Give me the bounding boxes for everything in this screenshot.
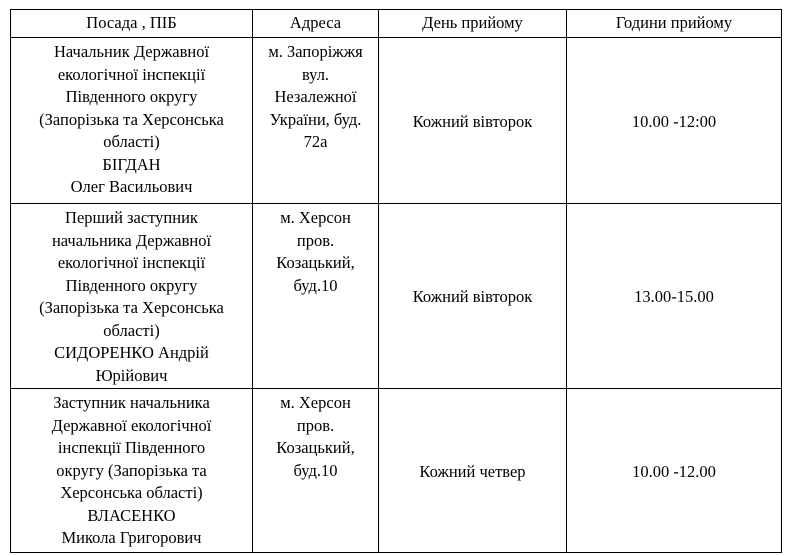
address-cell bbox=[253, 389, 379, 553]
position-line: Перший заступник bbox=[65, 208, 198, 227]
position-line: БІГДАН bbox=[102, 154, 161, 174]
address-line: 72а bbox=[303, 132, 328, 151]
reception-day-cell: Кожний вівторок bbox=[379, 38, 567, 204]
table-header-row bbox=[11, 10, 782, 38]
position-line: Юрійович bbox=[95, 365, 168, 385]
position-line: Микола Григорович bbox=[61, 528, 202, 547]
position-line: Олег Васильович bbox=[70, 177, 193, 196]
address-line: пров. bbox=[296, 230, 335, 250]
position-cell bbox=[11, 204, 253, 389]
address-cell bbox=[253, 204, 379, 389]
address-cell bbox=[253, 38, 379, 204]
address-line: м. Херсон bbox=[280, 393, 351, 412]
position-line: Державної екологічної bbox=[51, 415, 212, 435]
position-line: (Запорізька та Херсонська bbox=[39, 298, 224, 317]
position-line: Херсонська області) bbox=[60, 483, 203, 502]
address-line: вул. bbox=[301, 64, 330, 84]
position-line: Південного округу bbox=[65, 87, 198, 106]
reception-hours-cell: 10.00 -12:00 bbox=[567, 38, 782, 204]
reception-schedule-table bbox=[10, 9, 782, 553]
reception-hours-cell: 13.00-15.00 bbox=[567, 204, 782, 389]
header-reception-day: День прийому bbox=[379, 10, 567, 38]
header-reception-hours: Години прийому bbox=[567, 10, 782, 38]
position-line: Начальник Державної bbox=[53, 42, 210, 61]
position-cell bbox=[11, 389, 253, 553]
address-line: України, буд. bbox=[269, 109, 362, 129]
address-line: м. Запоріжжя bbox=[268, 42, 363, 61]
table-row bbox=[11, 38, 782, 204]
header-address: Адреса bbox=[253, 10, 379, 38]
address-line: буд.10 bbox=[293, 275, 338, 295]
address-line: Козацький, bbox=[276, 438, 355, 457]
position-line: області) bbox=[103, 320, 160, 340]
position-line: СИДОРЕНКО Андрій bbox=[54, 343, 209, 362]
position-line: ВЛАСЕНКО bbox=[87, 505, 176, 525]
position-line: Південного округу bbox=[65, 275, 198, 295]
address-line: Козацький, bbox=[276, 253, 355, 272]
reception-hours-cell: 10.00 -12.00 bbox=[567, 389, 782, 553]
address-line: буд.10 bbox=[293, 460, 338, 480]
position-line: начальника Державної bbox=[51, 230, 212, 250]
table-row bbox=[11, 389, 782, 553]
position-line: Заступник начальника bbox=[53, 393, 210, 412]
address-line: пров. bbox=[296, 415, 335, 435]
position-line: області) bbox=[103, 132, 160, 151]
position-cell bbox=[11, 38, 253, 204]
reception-day-cell: Кожний вівторок bbox=[379, 204, 567, 389]
position-line: екологічної інспекції bbox=[57, 64, 206, 84]
position-line: округу (Запорізька та bbox=[56, 460, 207, 480]
address-line: м. Херсон bbox=[280, 208, 351, 227]
reception-day-cell: Кожний четвер bbox=[379, 389, 567, 553]
position-line: інспекції Південного bbox=[57, 438, 206, 457]
header-position: Посада , ПІБ bbox=[11, 10, 253, 38]
table-row bbox=[11, 204, 782, 389]
position-line: (Запорізька та Херсонська bbox=[39, 109, 224, 129]
position-line: екологічної інспекції bbox=[57, 253, 206, 272]
address-line: Незалежної bbox=[274, 87, 357, 106]
